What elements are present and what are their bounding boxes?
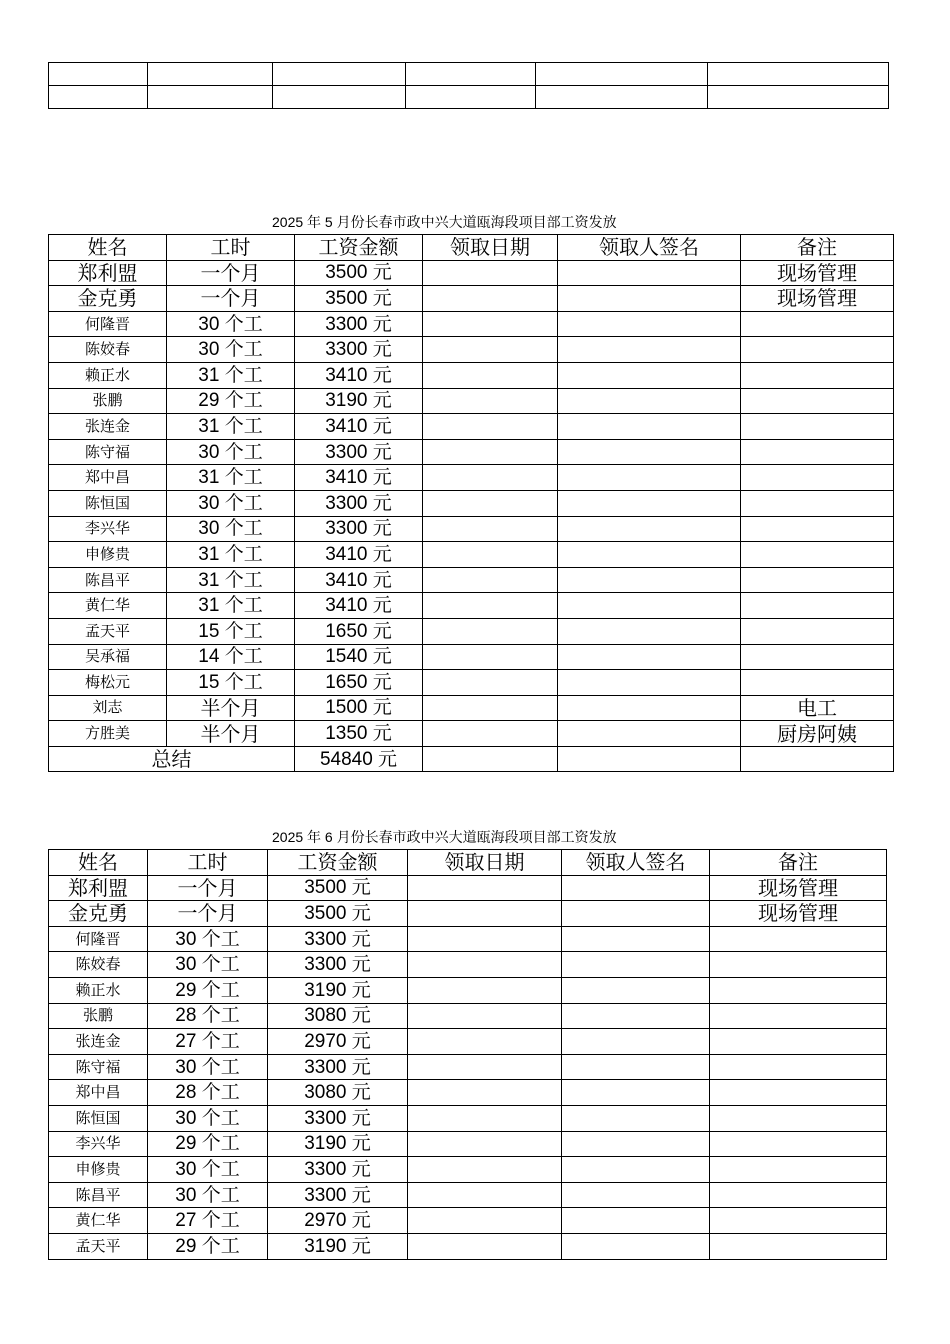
- table-row: [49, 260, 894, 286]
- worker-name-cell: 吴承福: [49, 644, 167, 670]
- col-header-wage: 工资金额: [295, 235, 423, 261]
- wage-amount-cell: 3300 元: [268, 1105, 408, 1131]
- table-row: [49, 1029, 887, 1055]
- signature-cell: [558, 260, 741, 286]
- note-cell: 电工: [741, 695, 894, 721]
- work-hours-cell: 30 个工: [148, 1105, 268, 1131]
- receive-date-cell: [423, 593, 558, 619]
- wage-amount-cell: 3300 元: [268, 1157, 408, 1183]
- note-cell: [741, 490, 894, 516]
- signature-cell: [558, 567, 741, 593]
- worker-name-cell: 何隆晋: [49, 926, 148, 952]
- signature-cell: [562, 1208, 710, 1234]
- note-cell: [741, 362, 894, 388]
- table-row: [49, 1233, 887, 1259]
- signature-cell: [558, 337, 741, 363]
- table-row: [49, 977, 887, 1003]
- work-hours-cell: 半个月: [167, 721, 295, 747]
- worker-name-cell: 张连金: [49, 1029, 148, 1055]
- table-row: [49, 362, 894, 388]
- signature-cell: [562, 1003, 710, 1029]
- signature-cell: [558, 670, 741, 696]
- work-hours-cell: 31 个工: [167, 414, 295, 440]
- col-header-date: 领取日期: [408, 850, 562, 876]
- table-row: [49, 721, 894, 747]
- worker-name-cell: 方胜美: [49, 721, 167, 747]
- note-cell: [710, 1182, 887, 1208]
- worker-name-cell: 郑利盟: [49, 260, 167, 286]
- worker-name-cell: 金克勇: [49, 901, 148, 927]
- note-cell: [710, 1029, 887, 1055]
- signature-cell: [562, 1182, 710, 1208]
- work-hours-cell: 30 个工: [167, 337, 295, 363]
- receive-date-cell: [408, 1233, 562, 1259]
- work-hours-cell: 15 个工: [167, 670, 295, 696]
- worker-name-cell: 金克勇: [49, 286, 167, 312]
- receive-date-cell: [423, 414, 558, 440]
- wage-amount-cell: 3300 元: [268, 926, 408, 952]
- wage-amount-cell: 3500 元: [268, 901, 408, 927]
- note-cell: [741, 670, 894, 696]
- receive-date-cell: [423, 670, 558, 696]
- signature-cell: [562, 977, 710, 1003]
- wage-amount-cell: 3300 元: [295, 490, 423, 516]
- work-hours-cell: 28 个工: [148, 1080, 268, 1106]
- june-table-body: [49, 850, 887, 1260]
- work-hours-cell: 31 个工: [167, 567, 295, 593]
- work-hours-cell: 一个月: [148, 875, 268, 901]
- receive-date-cell: [423, 311, 558, 337]
- table-row: [49, 465, 894, 491]
- wage-amount-cell: 3190 元: [268, 1131, 408, 1157]
- receive-date-cell: [423, 618, 558, 644]
- table-row: [49, 1131, 887, 1157]
- signature-cell: [558, 618, 741, 644]
- work-hours-cell: 一个月: [167, 260, 295, 286]
- note-cell: [710, 1054, 887, 1080]
- signature-cell: [562, 1233, 710, 1259]
- wage-amount-cell: 3300 元: [295, 337, 423, 363]
- signature-cell: [562, 1029, 710, 1055]
- worker-name-cell: 郑中昌: [49, 465, 167, 491]
- signature-cell: [562, 875, 710, 901]
- wage-amount-cell: 3500 元: [268, 875, 408, 901]
- wage-amount-cell: 1350 元: [295, 721, 423, 747]
- worker-name-cell: 黄仁华: [49, 1208, 148, 1234]
- wage-amount-cell: 3410 元: [295, 567, 423, 593]
- table-row: [49, 1003, 887, 1029]
- receive-date-cell: [408, 926, 562, 952]
- note-cell: [710, 1080, 887, 1106]
- receive-date-cell: [423, 439, 558, 465]
- worker-name-cell: 郑中昌: [49, 1080, 148, 1106]
- table-row: [49, 644, 894, 670]
- receive-date-cell: [423, 388, 558, 414]
- col-header-signature: 领取人签名: [558, 235, 741, 261]
- note-cell: [741, 337, 894, 363]
- may-table-body: [49, 235, 894, 772]
- table-row: [49, 1208, 887, 1234]
- table-row: [49, 286, 894, 312]
- empty-cell: [558, 746, 741, 772]
- wage-amount-cell: 3410 元: [295, 593, 423, 619]
- work-hours-cell: 27 个工: [148, 1208, 268, 1234]
- note-cell: [710, 1131, 887, 1157]
- work-hours-cell: 30 个工: [167, 439, 295, 465]
- table-row: [49, 1182, 887, 1208]
- note-cell: [741, 567, 894, 593]
- wage-amount-cell: 3190 元: [268, 1233, 408, 1259]
- table-row: [49, 1105, 887, 1131]
- receive-date-cell: [408, 1029, 562, 1055]
- work-hours-cell: 27 个工: [148, 1029, 268, 1055]
- worker-name-cell: 张鹏: [49, 388, 167, 414]
- worker-name-cell: 何隆晋: [49, 311, 167, 337]
- worker-name-cell: 陈姣春: [49, 952, 148, 978]
- worker-name-cell: 申修贵: [49, 542, 167, 568]
- wage-amount-cell: 3300 元: [295, 439, 423, 465]
- receive-date-cell: [408, 952, 562, 978]
- table-row: [49, 695, 894, 721]
- worker-name-cell: 李兴华: [49, 1131, 148, 1157]
- work-hours-cell: 31 个工: [167, 362, 295, 388]
- note-cell: [741, 542, 894, 568]
- signature-cell: [558, 362, 741, 388]
- note-cell: [710, 1233, 887, 1259]
- worker-name-cell: 郑利盟: [49, 875, 148, 901]
- note-cell: 现场管理: [710, 875, 887, 901]
- work-hours-cell: 28 个工: [148, 1003, 268, 1029]
- worker-name-cell: 赖正水: [49, 977, 148, 1003]
- work-hours-cell: 一个月: [148, 901, 268, 927]
- receive-date-cell: [408, 1105, 562, 1131]
- table-row: [49, 516, 894, 542]
- col-header-signature: 领取人签名: [562, 850, 710, 876]
- table-row: [49, 1054, 887, 1080]
- signature-cell: [558, 439, 741, 465]
- note-cell: [741, 593, 894, 619]
- receive-date-cell: [423, 362, 558, 388]
- receive-date-cell: [423, 516, 558, 542]
- note-cell: [710, 926, 887, 952]
- may-sheet-title: 2025 年 5 月份长春市政中兴大道瓯海段项目部工资发放: [272, 214, 617, 230]
- signature-cell: [558, 644, 741, 670]
- table-row: [49, 670, 894, 696]
- col-header-hours: 工时: [167, 235, 295, 261]
- wage-amount-cell: 3410 元: [295, 414, 423, 440]
- signature-cell: [562, 1054, 710, 1080]
- receive-date-cell: [408, 977, 562, 1003]
- worker-name-cell: 孟天平: [49, 1233, 148, 1259]
- signature-cell: [558, 286, 741, 312]
- june-sheet-title: 2025 年 6 月份长春市政中兴大道瓯海段项目部工资发放: [272, 829, 617, 845]
- wage-amount-cell: 3300 元: [295, 516, 423, 542]
- note-cell: [741, 439, 894, 465]
- june-wage-table: [48, 849, 887, 1260]
- note-cell: [710, 1105, 887, 1131]
- wage-amount-cell: 1650 元: [295, 618, 423, 644]
- receive-date-cell: [423, 695, 558, 721]
- work-hours-cell: 29 个工: [148, 1233, 268, 1259]
- wage-amount-cell: 3410 元: [295, 465, 423, 491]
- note-cell: [741, 618, 894, 644]
- wage-amount-cell: 3410 元: [295, 542, 423, 568]
- note-cell: [741, 414, 894, 440]
- receive-date-cell: [408, 1208, 562, 1234]
- work-hours-cell: 30 个工: [167, 490, 295, 516]
- worker-name-cell: 张连金: [49, 414, 167, 440]
- wage-amount-cell: 3300 元: [268, 1054, 408, 1080]
- worker-name-cell: 陈恒国: [49, 490, 167, 516]
- worker-name-cell: 黄仁华: [49, 593, 167, 619]
- signature-cell: [562, 1105, 710, 1131]
- worker-name-cell: 张鹏: [49, 1003, 148, 1029]
- note-cell: [741, 465, 894, 491]
- wage-amount-cell: 3300 元: [268, 952, 408, 978]
- work-hours-cell: 29 个工: [148, 1131, 268, 1157]
- empty-cell: [273, 86, 406, 109]
- receive-date-cell: [408, 901, 562, 927]
- wage-amount-cell: 1500 元: [295, 695, 423, 721]
- receive-date-cell: [423, 567, 558, 593]
- note-cell: [710, 977, 887, 1003]
- previous-page-table-fragment: [48, 62, 889, 109]
- worker-name-cell: 梅松元: [49, 670, 167, 696]
- work-hours-cell: 31 个工: [167, 593, 295, 619]
- work-hours-cell: 31 个工: [167, 542, 295, 568]
- note-cell: [741, 516, 894, 542]
- empty-cell: [406, 63, 536, 86]
- work-hours-cell: 一个月: [167, 286, 295, 312]
- wage-amount-cell: 3410 元: [295, 362, 423, 388]
- col-header-date: 领取日期: [423, 235, 558, 261]
- table-row: [49, 952, 887, 978]
- col-header-hours: 工时: [148, 850, 268, 876]
- note-cell: [710, 952, 887, 978]
- table-row: [49, 63, 889, 86]
- work-hours-cell: 31 个工: [167, 465, 295, 491]
- receive-date-cell: [408, 1182, 562, 1208]
- empty-cell: [49, 63, 148, 86]
- work-hours-cell: 半个月: [167, 695, 295, 721]
- wage-amount-cell: 2970 元: [268, 1029, 408, 1055]
- wage-amount-cell: 3300 元: [295, 311, 423, 337]
- receive-date-cell: [423, 286, 558, 312]
- work-hours-cell: 29 个工: [167, 388, 295, 414]
- wage-amount-cell: 2970 元: [268, 1208, 408, 1234]
- worker-name-cell: 赖正水: [49, 362, 167, 388]
- empty-cell: [423, 746, 558, 772]
- signature-cell: [562, 952, 710, 978]
- table-row: [49, 86, 889, 109]
- signature-cell: [558, 490, 741, 516]
- table-row: [49, 414, 894, 440]
- wage-amount-cell: 1540 元: [295, 644, 423, 670]
- note-cell: [741, 311, 894, 337]
- empty-cell: [536, 86, 708, 109]
- work-hours-cell: 30 个工: [148, 1054, 268, 1080]
- signature-cell: [558, 593, 741, 619]
- worker-name-cell: 陈守福: [49, 1054, 148, 1080]
- table-row: [49, 593, 894, 619]
- empty-cell: [536, 63, 708, 86]
- note-cell: 现场管理: [710, 901, 887, 927]
- work-hours-cell: 30 个工: [148, 1182, 268, 1208]
- receive-date-cell: [423, 644, 558, 670]
- receive-date-cell: [423, 490, 558, 516]
- table-row: [49, 1080, 887, 1106]
- note-cell: 现场管理: [741, 260, 894, 286]
- signature-cell: [558, 516, 741, 542]
- receive-date-cell: [408, 1054, 562, 1080]
- signature-cell: [562, 1080, 710, 1106]
- work-hours-cell: 30 个工: [148, 926, 268, 952]
- note-cell: [741, 388, 894, 414]
- table-row: [49, 901, 887, 927]
- wage-amount-cell: 3500 元: [295, 286, 423, 312]
- note-cell: [710, 1003, 887, 1029]
- worker-name-cell: 陈恒国: [49, 1105, 148, 1131]
- work-hours-cell: 14 个工: [167, 644, 295, 670]
- table-row: [49, 311, 894, 337]
- table-row: [49, 875, 887, 901]
- receive-date-cell: [423, 337, 558, 363]
- work-hours-cell: 30 个工: [167, 516, 295, 542]
- table-row: [49, 926, 887, 952]
- signature-cell: [562, 1157, 710, 1183]
- worker-name-cell: 申修贵: [49, 1157, 148, 1183]
- col-header-wage: 工资金额: [268, 850, 408, 876]
- note-cell: 厨房阿姨: [741, 721, 894, 747]
- work-hours-cell: 29 个工: [148, 977, 268, 1003]
- receive-date-cell: [423, 721, 558, 747]
- note-cell: [710, 1208, 887, 1234]
- wage-amount-cell: 3080 元: [268, 1080, 408, 1106]
- worker-name-cell: 陈昌平: [49, 567, 167, 593]
- table-row: [49, 567, 894, 593]
- wage-amount-cell: 3190 元: [295, 388, 423, 414]
- note-cell: [710, 1157, 887, 1183]
- table-row: [49, 1157, 887, 1183]
- col-header-note: 备注: [741, 235, 894, 261]
- empty-cell: [741, 746, 894, 772]
- may-wage-table: [48, 234, 894, 772]
- receive-date-cell: [408, 1157, 562, 1183]
- signature-cell: [562, 901, 710, 927]
- header-row: [49, 235, 894, 261]
- worker-name-cell: 陈昌平: [49, 1182, 148, 1208]
- receive-date-cell: [408, 1003, 562, 1029]
- empty-cell: [148, 86, 273, 109]
- wage-amount-cell: 3500 元: [295, 260, 423, 286]
- table-row: [49, 490, 894, 516]
- empty-cell: [49, 86, 148, 109]
- wage-amount-cell: 3190 元: [268, 977, 408, 1003]
- receive-date-cell: [408, 1080, 562, 1106]
- work-hours-cell: 30 个工: [148, 952, 268, 978]
- empty-cell: [406, 86, 536, 109]
- empty-cell: [148, 63, 273, 86]
- wage-amount-cell: 1650 元: [295, 670, 423, 696]
- signature-cell: [558, 414, 741, 440]
- signature-cell: [558, 311, 741, 337]
- work-hours-cell: 30 个工: [167, 311, 295, 337]
- worker-name-cell: 陈守福: [49, 439, 167, 465]
- signature-cell: [558, 388, 741, 414]
- work-hours-cell: 30 个工: [148, 1157, 268, 1183]
- note-cell: 现场管理: [741, 286, 894, 312]
- wage-amount-cell: 3300 元: [268, 1182, 408, 1208]
- table-row: [49, 618, 894, 644]
- col-header-name: 姓名: [49, 235, 167, 261]
- worker-name-cell: 李兴华: [49, 516, 167, 542]
- signature-cell: [562, 1131, 710, 1157]
- receive-date-cell: [408, 1131, 562, 1157]
- table-row: [49, 542, 894, 568]
- signature-cell: [562, 926, 710, 952]
- total-amount: 54840 元: [295, 746, 423, 772]
- signature-cell: [558, 465, 741, 491]
- wage-amount-cell: 3080 元: [268, 1003, 408, 1029]
- signature-cell: [558, 721, 741, 747]
- worker-name-cell: 孟天平: [49, 618, 167, 644]
- table-row: [49, 439, 894, 465]
- note-cell: [741, 644, 894, 670]
- empty-cell: [708, 63, 889, 86]
- total-label: 总结: [49, 746, 295, 772]
- table-row: [49, 388, 894, 414]
- signature-cell: [558, 695, 741, 721]
- receive-date-cell: [423, 260, 558, 286]
- total-row: [49, 746, 894, 772]
- header-row: [49, 850, 887, 876]
- col-header-note: 备注: [710, 850, 887, 876]
- col-header-name: 姓名: [49, 850, 148, 876]
- empty-cell: [273, 63, 406, 86]
- work-hours-cell: 15 个工: [167, 618, 295, 644]
- signature-cell: [558, 542, 741, 568]
- table-row: [49, 337, 894, 363]
- receive-date-cell: [423, 465, 558, 491]
- worker-name-cell: 刘志: [49, 695, 167, 721]
- worker-name-cell: 陈姣春: [49, 337, 167, 363]
- receive-date-cell: [423, 542, 558, 568]
- receive-date-cell: [408, 875, 562, 901]
- empty-cell: [708, 86, 889, 109]
